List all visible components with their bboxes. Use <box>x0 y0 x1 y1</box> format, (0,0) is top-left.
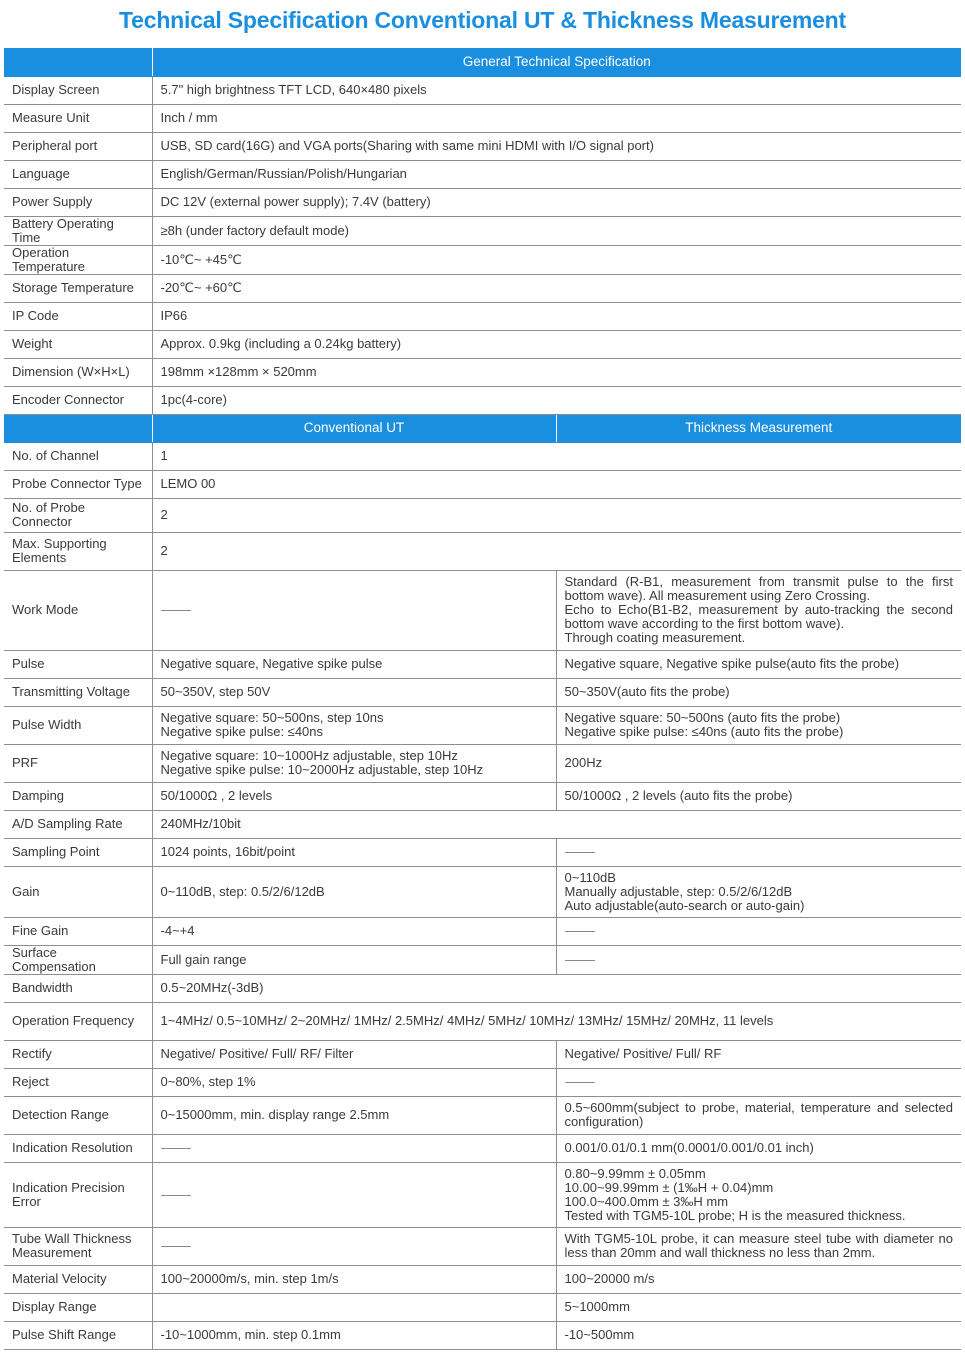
spec-row-work-mode <box>4 570 961 650</box>
spec-label: Pulse Width <box>4 706 152 744</box>
spec-row-surface <box>4 945 961 974</box>
spec-label: Display Range <box>4 1293 152 1321</box>
spec-label: Sampling Point <box>4 838 152 866</box>
spec-label: Surface Compensation <box>4 945 152 974</box>
thickness-value: 0.5~600mm(subject to probe, material, temperature and selected configuration) <box>556 1096 961 1134</box>
spec-value: 1 <box>152 442 961 470</box>
spec-label: Gain <box>4 866 152 917</box>
value-line: Negative spike pulse: ≤40ns <box>160 724 324 739</box>
spec-row-width <box>4 706 961 744</box>
spec-label: PRF <box>4 744 152 782</box>
value-line: Tested with TGM5-10L probe; H is the measured thickness. <box>564 1207 906 1223</box>
ut-value <box>152 706 556 744</box>
spec-row-ad <box>4 810 961 838</box>
thickness-value <box>556 1068 961 1096</box>
spec-value: Inch / mm <box>152 104 961 132</box>
general-row <box>4 188 961 216</box>
spec-row-precision <box>4 1162 961 1227</box>
spec-label: Max. Supporting Elements <box>4 532 152 570</box>
spec-value: 0.5~20MHz(-3dB) <box>152 974 961 1002</box>
spec-value: -10℃~ +45℃ <box>152 245 961 274</box>
value-line: Auto adjustable(auto-search or auto-gain) <box>564 897 805 913</box>
thickness-value: Negative/ Positive/ Full/ RF <box>556 1040 961 1068</box>
ut-value: 0~80%, step 1% <box>152 1068 556 1096</box>
ut-value: Full gain range <box>152 945 556 974</box>
mode-header-row <box>4 414 961 442</box>
spec-label: Language <box>4 160 152 188</box>
general-row <box>4 274 961 302</box>
value-line: 0~110dB <box>564 869 616 885</box>
ut-value <box>152 570 556 650</box>
spec-row-prf <box>4 744 961 782</box>
spec-label: Tube Wall Thickness Measurement <box>4 1227 152 1265</box>
spec-table-body <box>4 48 961 1349</box>
spec-table <box>4 48 961 1350</box>
value-line: Standard (R-B1, measurement from transmit pulse to the first bottom wave). All measurement using Zero Crossing. <box>564 574 953 603</box>
mode-header-thickness: Thickness Measurement <box>556 414 961 442</box>
spec-value: Approx. 0.9kg (including a 0.24kg battery) <box>152 330 961 358</box>
ut-value <box>152 1227 556 1265</box>
ut-value: -10~1000mm, min. step 0.1mm <box>152 1321 556 1349</box>
spec-label: No. of Probe Connector <box>4 498 152 532</box>
spec-value: 1~4MHz/ 0.5~10MHz/ 2~20MHz/ 1MHz/ 2.5MHz/ 4MHz/ 5MHz/ 10MHz/ 13MHz/ 15MHz/ 20MHz, 11 levels <box>152 1002 961 1040</box>
thickness-value <box>556 945 961 974</box>
spec-label: Detection Range <box>4 1096 152 1134</box>
spec-value: -20℃~ +60℃ <box>152 274 961 302</box>
general-header-row <box>4 48 961 76</box>
ut-value <box>152 744 556 782</box>
general-header: General Technical Specification <box>152 48 961 76</box>
spec-value: 198mm ×128mm × 520mm <box>152 358 961 386</box>
general-row <box>4 386 961 414</box>
spec-label: Indication Resolution <box>4 1134 152 1162</box>
spec-label: Damping <box>4 782 152 810</box>
not-applicable-dash <box>161 1195 191 1196</box>
spec-row-resolution <box>4 1134 961 1162</box>
spec-label: Transmitting Voltage <box>4 678 152 706</box>
spec-row-voltage <box>4 678 961 706</box>
not-applicable-dash <box>161 1148 191 1149</box>
spec-row-gain <box>4 866 961 917</box>
spec-label: Rectify <box>4 1040 152 1068</box>
spec-row-pulse-shift <box>4 1321 961 1349</box>
spec-label: Storage Temperature <box>4 274 152 302</box>
spec-label: Material Velocity <box>4 1265 152 1293</box>
general-row <box>4 104 961 132</box>
thickness-value: 0.001/0.01/0.1 mm(0.0001/0.001/0.01 inch) <box>556 1134 961 1162</box>
not-applicable-dash <box>565 960 595 961</box>
spec-label: Peripheral port <box>4 132 152 160</box>
value-line: Negative square: 50~500ns (auto fits the probe) <box>564 710 841 725</box>
spec-row-channel <box>4 442 961 470</box>
ut-value <box>152 1134 556 1162</box>
spec-label: Weight <box>4 330 152 358</box>
spec-value: 5.7" high brightness TFT LCD, 640×480 pixels <box>152 76 961 104</box>
mode-header-blank <box>4 414 152 442</box>
general-row <box>4 216 961 245</box>
general-row <box>4 245 961 274</box>
ut-value: 0~15000mm, min. display range 2.5mm <box>152 1096 556 1134</box>
thickness-value <box>556 917 961 945</box>
spec-label: Probe Connector Type <box>4 470 152 498</box>
value-line: Negative square: 50~500ns, step 10ns <box>160 710 384 725</box>
spec-label: Bandwidth <box>4 974 152 1002</box>
spec-row-probe-type <box>4 470 961 498</box>
value-line: 10.00~99.99mm ± (1‰H + 0.04)mm <box>564 1179 774 1195</box>
spec-row-bandwidth <box>4 974 961 1002</box>
not-applicable-dash <box>161 1246 191 1247</box>
ut-value: 50/1000Ω , 2 levels <box>152 782 556 810</box>
spec-label: No. of Channel <box>4 442 152 470</box>
spec-label: Display Screen <box>4 76 152 104</box>
ut-value: -4~+4 <box>152 917 556 945</box>
thickness-value: With TGM5-10L probe, it can measure steel tube with diameter no less than 20mm and wall thickness no less than 2mm. <box>556 1227 961 1265</box>
thickness-value <box>556 866 961 917</box>
ut-value: 1024 points, 16bit/point <box>152 838 556 866</box>
spec-value: USB, SD card(16G) and VGA ports(Sharing with same mini HDMI with I/O signal port) <box>152 132 961 160</box>
spec-value: IP66 <box>152 302 961 330</box>
thickness-value <box>556 706 961 744</box>
thickness-value: 5~1000mm <box>556 1293 961 1321</box>
thickness-value: 200Hz <box>556 744 961 782</box>
spec-label: Work Mode <box>4 570 152 650</box>
spec-label: Fine Gain <box>4 917 152 945</box>
spec-row-display-range <box>4 1293 961 1321</box>
spec-value: ≥8h (under factory default mode) <box>152 216 961 245</box>
thickness-value: 100~20000 m/s <box>556 1265 961 1293</box>
ut-value: Negative/ Positive/ Full/ RF/ Filter <box>152 1040 556 1068</box>
spec-row-frequency <box>4 1002 961 1040</box>
spec-label: A/D Sampling Rate <box>4 810 152 838</box>
spec-value: 2 <box>152 532 961 570</box>
spec-value: DC 12V (external power supply); 7.4V (battery) <box>152 188 961 216</box>
general-row <box>4 76 961 104</box>
spec-label: Indication Precision Error <box>4 1162 152 1227</box>
value-line: Negative spike pulse: 10~2000Hz adjustable, step 10Hz <box>160 762 484 777</box>
general-row <box>4 132 961 160</box>
thickness-value: Negative square, Negative spike pulse(auto fits the probe) <box>556 650 961 678</box>
spec-row-detection <box>4 1096 961 1134</box>
spec-value: 1pc(4-core) <box>152 386 961 414</box>
spec-label: Encoder Connector <box>4 386 152 414</box>
value-line: Through coating measurement. <box>564 630 746 645</box>
ut-value <box>152 1162 556 1227</box>
spec-row-rectify <box>4 1040 961 1068</box>
spec-value: 2 <box>152 498 961 532</box>
spec-row-sampling <box>4 838 961 866</box>
spec-label: Measure Unit <box>4 104 152 132</box>
page-title: Technical Specification Conventional UT & Thickness Measurement <box>119 7 846 33</box>
spec-value: LEMO 00 <box>152 470 961 498</box>
spec-row-fine-gain <box>4 917 961 945</box>
value-line: Manually adjustable, step: 0.5/2/6/12dB <box>564 883 793 899</box>
value-line: Negative spike pulse: ≤40ns (auto fits the probe) <box>564 724 844 739</box>
spec-label: Operation Temperature <box>4 245 152 274</box>
spec-row-elements <box>4 532 961 570</box>
general-row <box>4 302 961 330</box>
spec-row-pulse <box>4 650 961 678</box>
mode-header-ut: Conventional UT <box>152 414 556 442</box>
value-line: Echo to Echo(B1-B2, measurement by auto-tracking the second bottom wave according to the first bottom wave). <box>564 602 953 631</box>
spec-row-probe-conn <box>4 498 961 532</box>
thickness-value: -10~500mm <box>556 1321 961 1349</box>
spec-row-reject <box>4 1068 961 1096</box>
ut-value: 0~110dB, step: 0.5/2/6/12dB <box>152 866 556 917</box>
value-line: 100.0~400.0mm ± 3‰H mm <box>564 1193 729 1209</box>
thickness-value <box>556 570 961 650</box>
spec-row-velocity <box>4 1265 961 1293</box>
spec-label: IP Code <box>4 302 152 330</box>
not-applicable-dash <box>565 852 595 853</box>
ut-value: 50~350V, step 50V <box>152 678 556 706</box>
not-applicable-dash <box>565 931 595 932</box>
general-row <box>4 358 961 386</box>
not-applicable-dash <box>565 1082 595 1083</box>
not-applicable-dash <box>161 610 191 611</box>
spec-label: Operation Frequency <box>4 1002 152 1040</box>
spec-label: Power Supply <box>4 188 152 216</box>
general-row <box>4 330 961 358</box>
spec-row-tube <box>4 1227 961 1265</box>
spec-label: Pulse Shift Range <box>4 1321 152 1349</box>
ut-value: 100~20000m/s, min. step 1m/s <box>152 1265 556 1293</box>
value-line: 0.80~9.99mm ± 0.05mm <box>564 1165 706 1181</box>
spec-row-damping <box>4 782 961 810</box>
spec-label: Reject <box>4 1068 152 1096</box>
spec-label: Battery Operating Time <box>4 216 152 245</box>
thickness-value: 50~350V(auto fits the probe) <box>556 678 961 706</box>
value-line: Negative square: 10~1000Hz adjustable, step 10Hz <box>160 748 458 763</box>
spec-label: Dimension (W×H×L) <box>4 358 152 386</box>
spec-label: Pulse <box>4 650 152 678</box>
ut-value: Negative square, Negative spike pulse <box>152 650 556 678</box>
thickness-value: 50/1000Ω , 2 levels (auto fits the probe) <box>556 782 961 810</box>
ut-value <box>152 1293 556 1321</box>
thickness-value <box>556 1162 961 1227</box>
spec-value: 240MHz/10bit <box>152 810 961 838</box>
spec-value: English/German/Russian/Polish/Hungarian <box>152 160 961 188</box>
general-row <box>4 160 961 188</box>
thickness-value <box>556 838 961 866</box>
